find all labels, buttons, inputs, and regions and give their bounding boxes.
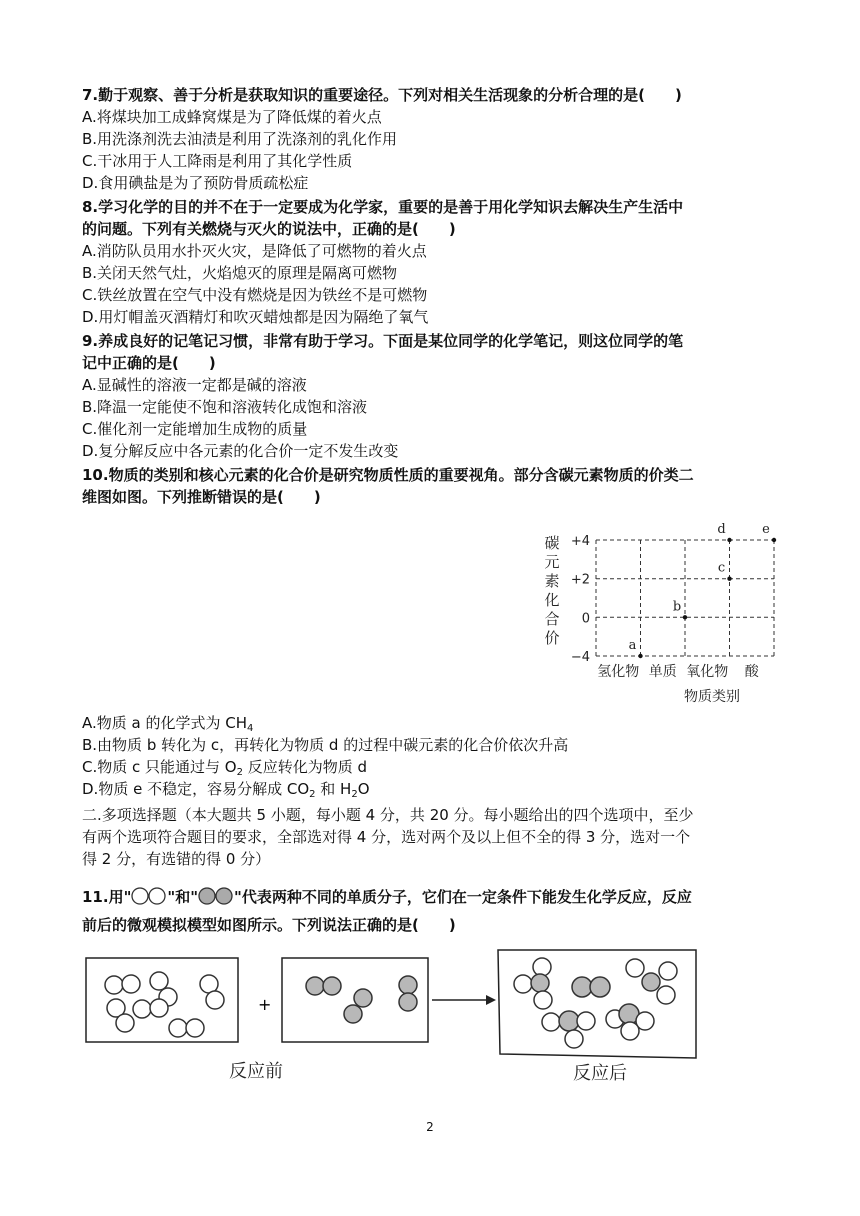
valence-class-chart (540, 518, 800, 710)
point-label-d: d (717, 522, 726, 537)
point-label-e: e (762, 522, 770, 537)
q7-stem: 7.勤于观察、善于分析是获取知识的重要途径。下列对相关生活现象的分析合理的是( ) (82, 86, 682, 104)
q9-stem-line2: 记中正确的是( ) (82, 354, 216, 372)
y-label-char: 元 (544, 553, 560, 571)
chart-x-label: 物质类别 (684, 689, 740, 705)
point-label-b: b (672, 599, 682, 615)
gray-molecules-before (306, 976, 417, 1023)
y-tick-label: −4 (570, 650, 590, 665)
white-molecule-icon (131, 887, 167, 905)
q8-option-c: C.铁丝放置在空气中没有燃烧是因为铁丝不是可燃物 (82, 286, 428, 304)
q8-stem-line2: 的问题。下列有关燃烧与灭火的说法中，正确的是( ) (82, 220, 456, 238)
q9-option-b: B.降温一定能使不饱和溶液转化成饱和溶液 (82, 398, 368, 416)
y-label-char: 素 (544, 572, 560, 590)
white-molecules-before (105, 972, 224, 1037)
q9-stem-line1: 9.养成良好的记笔记习惯，非常有助于学习。下面是某位同学的化学笔记，则这位同学的笔 (82, 332, 684, 350)
q8-stem-line1: 8.学习化学的目的并不在于一定要成为化学家，重要的是善于用化学知识去解决生产生活中 (82, 198, 684, 216)
reaction-micro-model-diagram (82, 948, 712, 1093)
x-tick-label: 单质 (648, 664, 677, 680)
y-tick-label: +4 (570, 534, 590, 549)
q8-option-a: A.消防队员用水扑灭火灾，是降低了可燃物的着火点 (82, 242, 427, 260)
point-a (638, 654, 642, 658)
point-d (727, 538, 731, 542)
page-number: 2 (426, 1120, 434, 1134)
section2-line1: 二.多项选择题（本大题共 5 小题，每小题 4 分，共 20 分。每小题给出的四个选项中，至少 (82, 806, 694, 824)
chart-y-ticks (571, 534, 590, 665)
label-before: 反应前 (229, 1061, 283, 1082)
gray-molecule-icon (198, 887, 234, 905)
q8-option-d: D.用灯帽盖灭酒精灯和吹灭蜡烛都是因为隔绝了氧气 (82, 308, 429, 326)
q9-option-c: C.催化剂一定能增加生成物的质量 (82, 420, 308, 438)
q10-stem-line1: 10.物质的类别和核心元素的化合价是研究物质性质的重要视角。部分含碳元素物质的价类二 (82, 466, 694, 484)
y-label-char: 合 (544, 610, 560, 628)
point-label-a: a (628, 638, 637, 653)
q7-option-a: A.将煤块加工成蜂窝煤是为了降低煤的着火点 (82, 108, 382, 126)
chart-y-label (544, 534, 559, 647)
q11-stem-line2: 前后的微观模拟模型如图所示。下列说法正确的是( ) (82, 916, 456, 934)
chart-points (629, 522, 777, 658)
x-tick-label: 氧化物 (686, 664, 729, 680)
section2-line2: 有两个选项符合题目的要求，全部选对得 4 分，选对两个及以上但不全的得 3 分，选对一个 (82, 828, 691, 846)
point-e (772, 538, 776, 542)
x-tick-label: 氢化物 (597, 664, 640, 680)
label-after: 反应后 (573, 1063, 627, 1084)
point-c (727, 577, 731, 581)
q10-option-c: C.物质 c 只能通过与 $O_2$ 反应转化为物质 d (82, 758, 368, 778)
q10-stem-line2: 维图如图。下列推断错误的是( ) (82, 488, 321, 506)
reaction-arrow (432, 995, 496, 1005)
y-tick-label: +2 (570, 572, 590, 588)
q11-stem-line1: 11.用" "和" "代表两种不同的单质分子，它们在一定条件下能发生化学反应，反应 (82, 888, 692, 906)
chart-x-ticks (597, 663, 760, 680)
q9-option-a: A.显碱性的溶液一定都是碱的溶液 (82, 376, 307, 394)
q10-option-a: A.物质 a 的化学式为 $CH_4$ (82, 714, 254, 734)
q10-option-d: D.物质 e 不稳定，容易分解成 $CO_2$ 和 $H_2O$ (82, 780, 370, 800)
q10-option-b: B.由物质 b 转化为 c，再转化为物质 d 的过程中碳元素的化合价依次升高 (82, 736, 569, 754)
point-label-c: c (717, 560, 726, 576)
q9-option-d: D.复分解反应中各元素的化合价一定不发生改变 (82, 442, 399, 460)
x-tick-label: 酸 (744, 664, 759, 680)
q8-option-b: B.关闭天然气灶，火焰熄灭的原理是隔离可燃物 (82, 264, 398, 282)
y-label-char: 碳 (544, 534, 560, 552)
section2-line3: 得 2 分，有选错的得 0 分） (82, 850, 271, 868)
q7-option-b: B.用洗涤剂洗去油渍是利用了洗涤剂的乳化作用 (82, 130, 398, 148)
molecules-after (514, 958, 677, 1048)
point-b (683, 615, 687, 619)
plus-sign: + (258, 995, 272, 1014)
q7-option-c: C.干冰用于人工降雨是利用了其化学性质 (82, 152, 353, 170)
y-label-char: 价 (544, 629, 560, 647)
q7-option-d: D.食用碘盐是为了预防骨质疏松症 (82, 174, 309, 192)
chart-grid (596, 540, 774, 656)
y-label-char: 化 (544, 591, 560, 609)
y-tick-label: 0 (581, 611, 590, 627)
